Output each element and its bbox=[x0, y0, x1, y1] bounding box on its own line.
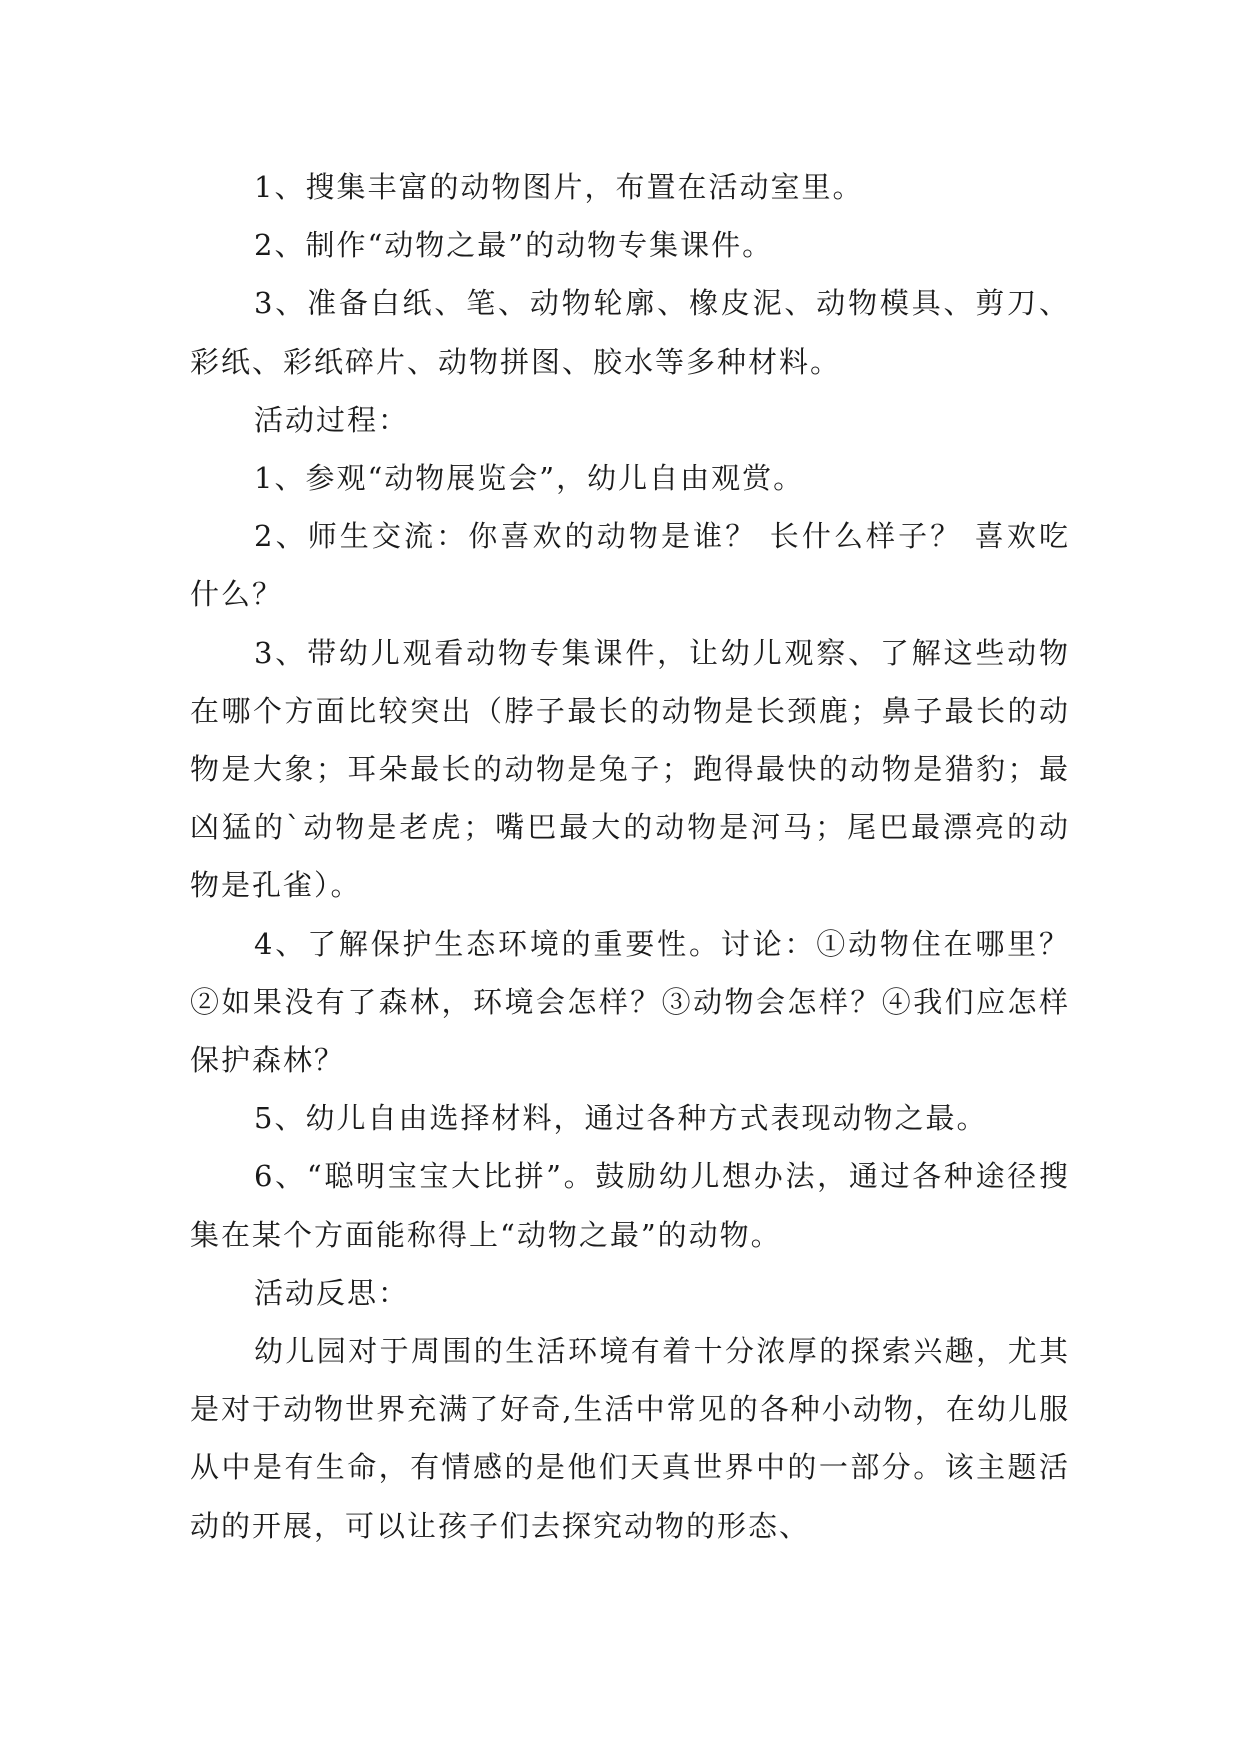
section-heading-reflection: 活动反思： bbox=[254, 1275, 410, 1310]
paragraph-prep-2: 2、制作“动物之最”的动物专集课件。 bbox=[254, 228, 774, 263]
paragraph-process-2: 2、师生交流：你喜欢的动物是谁？ 长什么样子？ 喜欢吃什么？ bbox=[190, 519, 1070, 612]
paragraph-prep-1: 1、搜集丰富的动物图片，布置在活动室里。 bbox=[254, 170, 864, 204]
paragraph-prep-3: 3、准备白纸、笔、动物轮廓、橡皮泥、动物模具、剪刀、彩纸、彩纸碎片、动物拼图、胶水等多种材料。 bbox=[190, 286, 1070, 379]
paragraph-reflection: 幼儿园对于周围的生活环境有着十分浓厚的探索兴趣，尤其是对于动物世界充满了好奇,生活中常见的各种小动物，在幼儿服从中是有生命，有情感的是他们天真世界中的一部分。该主题活动的开展，可以让孩子们去探究动物的形态、 bbox=[190, 1334, 1070, 1543]
document-body bbox=[190, 158, 1070, 1555]
section-heading-process: 活动过程： bbox=[254, 402, 410, 437]
paragraph-process-1: 1、参观“动物展览会”，幼儿自由观赏。 bbox=[254, 461, 805, 496]
paragraph-process-4: 4、了解保护生态环境的重要性。讨论：①动物住在哪里？②如果没有了森林，环境会怎样？③动物会怎样？④我们应怎样保护森林？ bbox=[190, 926, 1070, 1078]
paragraph-process-3: 3、带幼儿观看动物专集课件，让幼儿观察、了解这些动物在哪个方面比较突出（脖子最长的动物是长颈鹿；鼻子最长的动物是大象；耳朵最长的动物是兔子；跑得最快的动物是猎豹；最凶猛的`动物是老虎；嘴巴最大的动物是河马；尾巴最漂亮的动物是孔雀）。 bbox=[190, 635, 1070, 903]
paragraph-process-5: 5、幼儿自由选择材料，通过各种方式表现动物之最。 bbox=[254, 1101, 988, 1136]
paragraph-process-6: 6、“聪明宝宝大比拼”。鼓励幼儿想办法，通过各种途径搜集在某个方面能称得上“动物之最”的动物。 bbox=[190, 1159, 1070, 1252]
